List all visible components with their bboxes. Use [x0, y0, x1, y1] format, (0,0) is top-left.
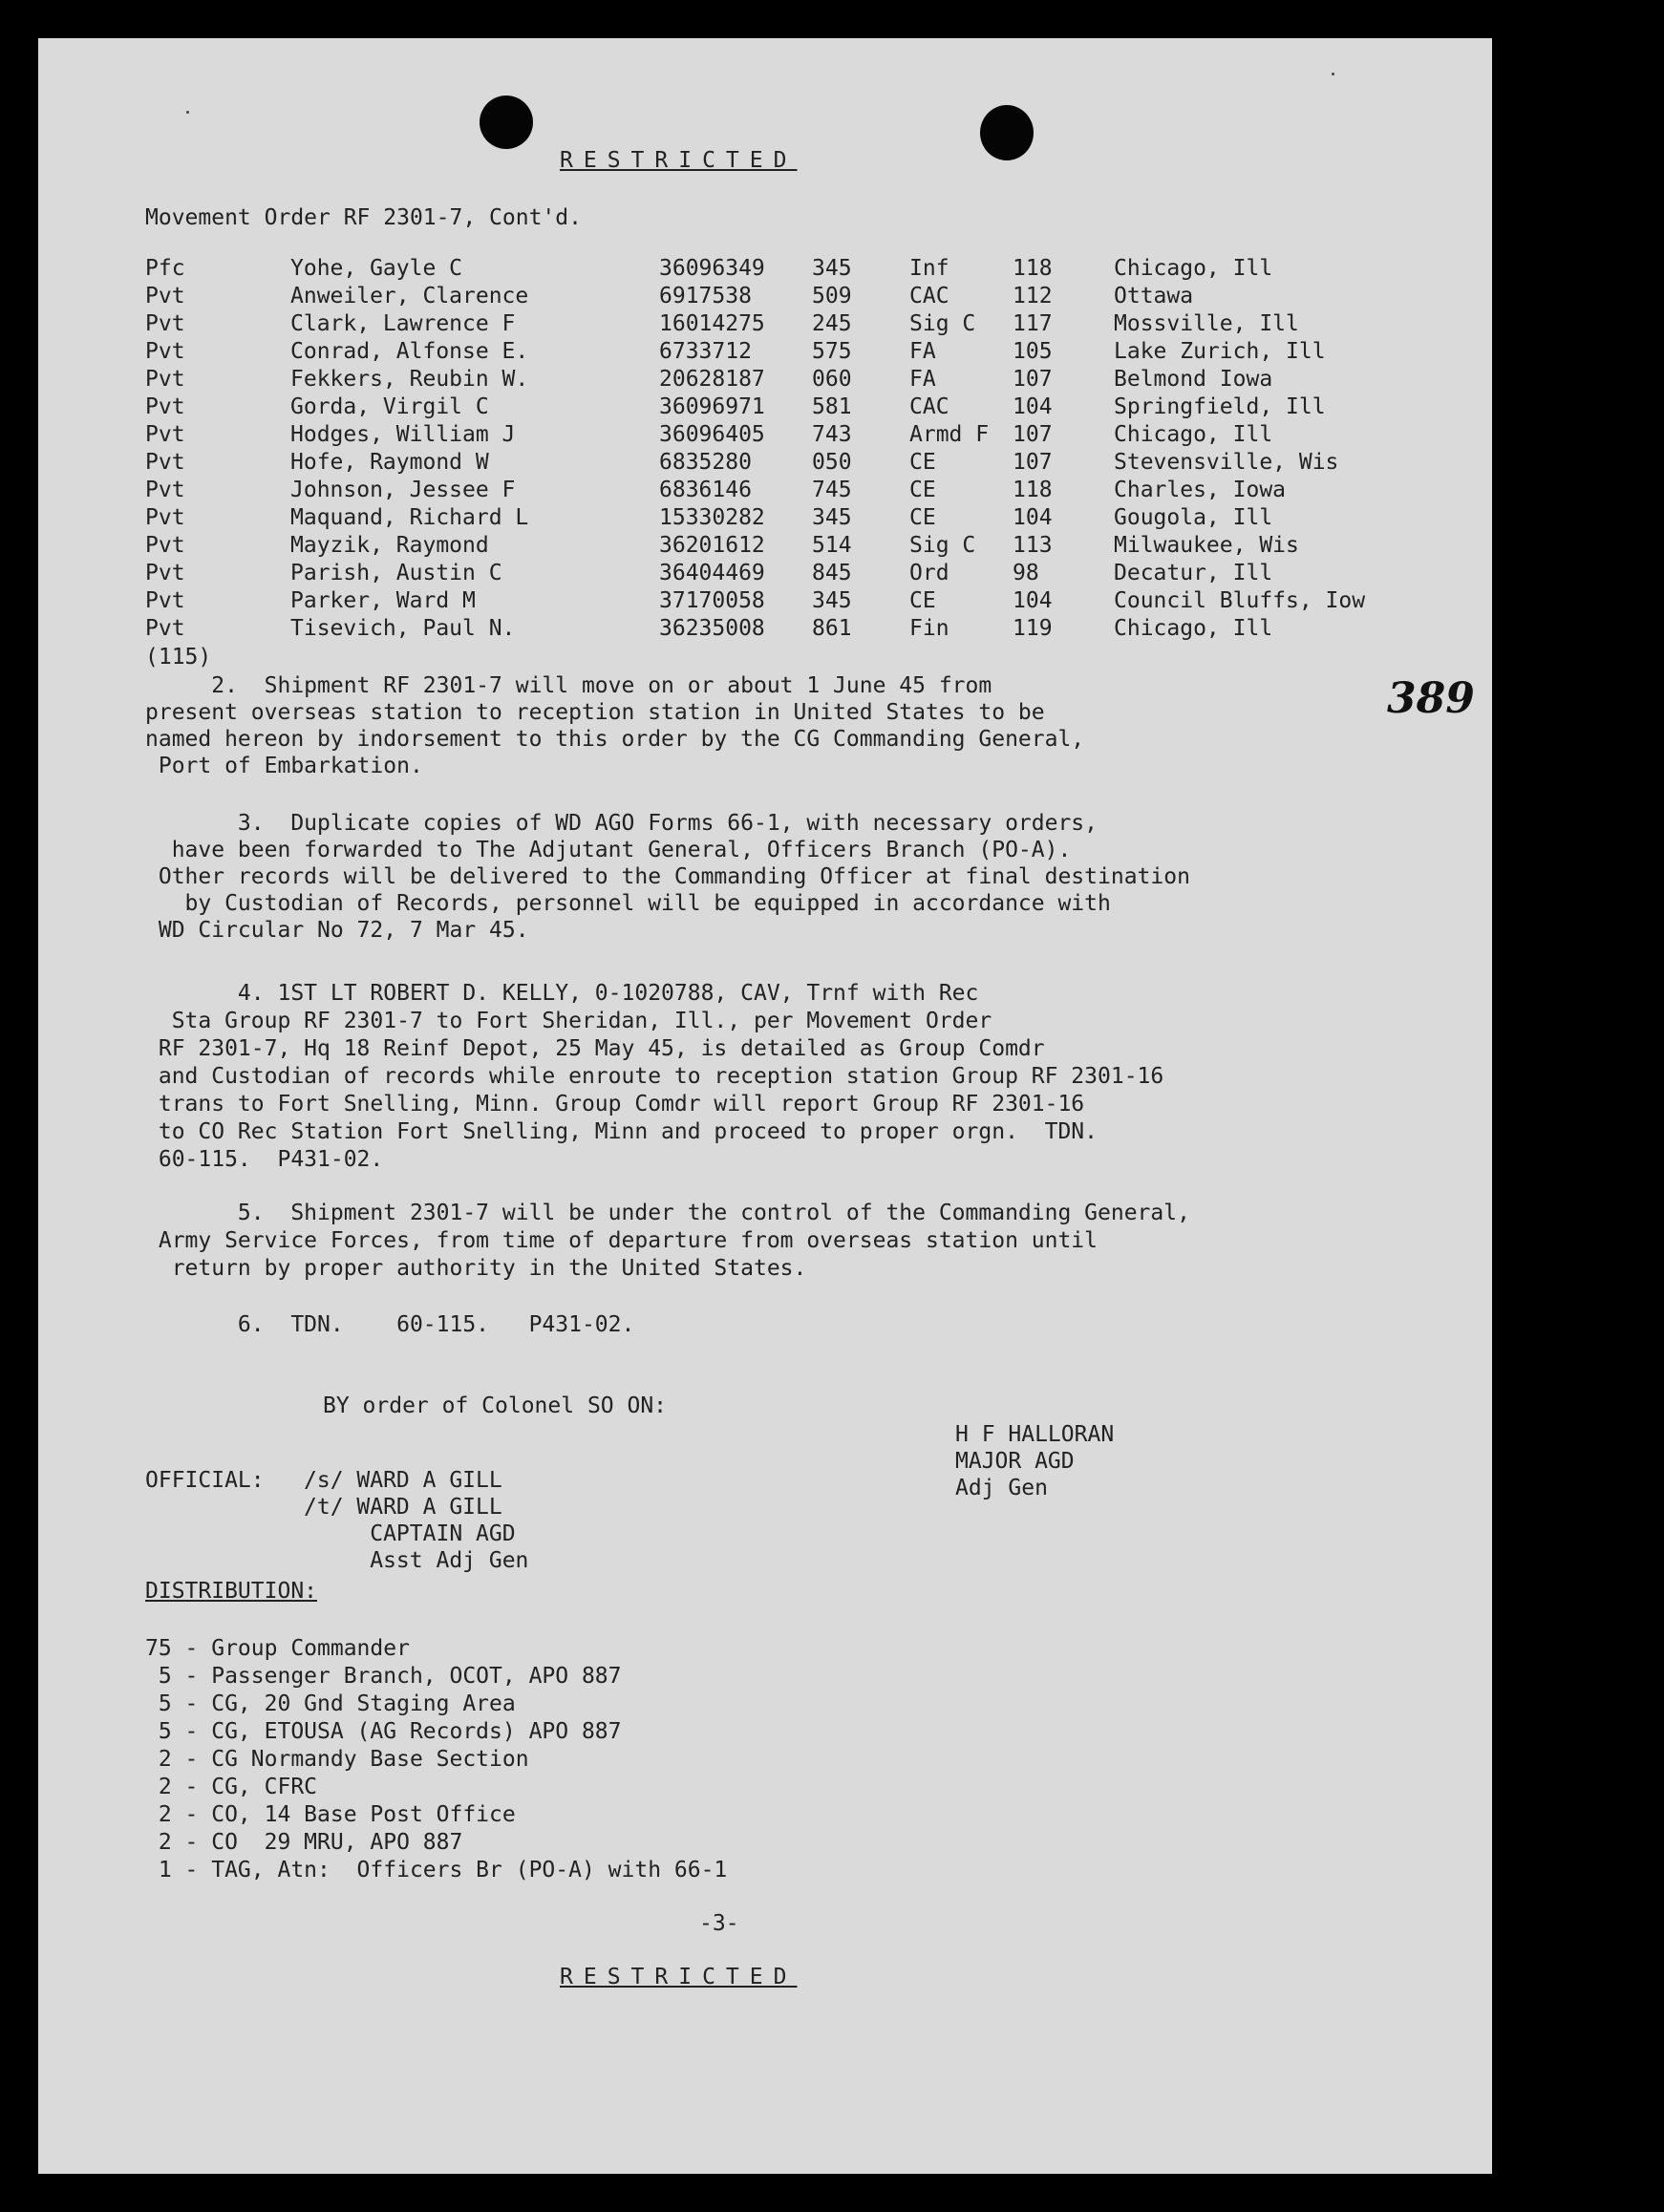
roster-num: 107: [1013, 367, 1053, 392]
roster-grade: Pvt: [145, 422, 185, 447]
para3-line: WD Circular No 72, 7 Mar 45.: [145, 918, 529, 943]
para5-line: return by proper authority in the United States.: [145, 1256, 807, 1281]
roster-grade: Pvt: [145, 339, 185, 364]
roster-name: Fekkers, Reubin W.: [290, 367, 529, 392]
roster-arm: Sig C: [909, 311, 976, 336]
distribution-item: 5 - CG, ETOUSA (AG Records) APO 887: [145, 1719, 622, 1744]
roster-home: Springfield, Ill: [1114, 394, 1326, 419]
distribution-item: 75 - Group Commander: [145, 1636, 410, 1661]
distribution-item: 5 - Passenger Branch, OCOT, APO 887: [145, 1664, 622, 1689]
distribution-item: 2 - CG, CFRC: [145, 1775, 318, 1799]
roster-num: 118: [1013, 478, 1053, 502]
roster-home: Gougola, Ill: [1114, 505, 1273, 530]
roster-serial: 6733712: [659, 339, 752, 364]
signing-officer-title: Adj Gen: [955, 1476, 1048, 1500]
roster-serial: 36404469: [659, 561, 765, 585]
roster-mos: 743: [812, 422, 852, 447]
roster-grade: Pvt: [145, 588, 185, 613]
roster-arm: CE: [909, 450, 936, 475]
roster-home: Charles, Iowa: [1114, 478, 1287, 502]
distribution-item: 1 - TAG, Atn: Officers Br (PO-A) with 66-1: [145, 1858, 728, 1882]
stamped-page-number: 389: [1387, 674, 1475, 723]
speck: [186, 111, 189, 114]
roster-name: Gorda, Virgil C: [290, 394, 489, 419]
roster-num: 112: [1013, 284, 1053, 308]
paragraph-6: 6. TDN. 60-115. P431-02.: [145, 1312, 635, 1337]
roster-arm: Fin: [909, 616, 949, 641]
official-signed: /s/ WARD A GILL: [304, 1468, 502, 1493]
para2-line: named hereon by indorsement to this order by the CG Commanding General,: [145, 727, 1085, 752]
signing-officer-name: H F HALLORAN: [955, 1422, 1115, 1447]
roster-home: Ottawa: [1114, 284, 1194, 308]
para3-line: by Custodian of Records, personnel will be equipped in accordance with: [145, 891, 1111, 916]
roster-home: Lake Zurich, Ill: [1114, 339, 1326, 364]
roster-home: Mossville, Ill: [1114, 311, 1299, 336]
roster-arm: CE: [909, 478, 936, 502]
roster-home: Council Bluffs, Iow: [1114, 588, 1366, 613]
roster-mos: 060: [812, 367, 852, 392]
roster-home: Chicago, Ill: [1114, 256, 1273, 281]
roster-num: 104: [1013, 505, 1053, 530]
roster-home: Decatur, Ill: [1114, 561, 1273, 585]
roster-mos: 050: [812, 450, 852, 475]
roster-serial: 36096349: [659, 256, 765, 281]
para4-line: Sta Group RF 2301-7 to Fort Sheridan, Ill., per Movement Order: [145, 1009, 992, 1033]
roster-num: 118: [1013, 256, 1053, 281]
roster-name: Clark, Lawrence F: [290, 311, 516, 336]
personnel-count: (115): [145, 645, 212, 670]
order-reference: Movement Order RF 2301-7, Cont'd.: [145, 205, 582, 230]
roster-num: 113: [1013, 533, 1053, 558]
roster-grade: Pvt: [145, 311, 185, 336]
roster-mos: 581: [812, 394, 852, 419]
para5-line: 5. Shipment 2301-7 will be under the control of the Commanding General,: [145, 1201, 1190, 1225]
classification-footer: RESTRICTED: [560, 1965, 798, 1989]
official-rank: CAPTAIN AGD: [304, 1521, 516, 1546]
distribution-item: 2 - CO 29 MRU, APO 887: [145, 1830, 463, 1855]
roster-name: Mayzik, Raymond: [290, 533, 489, 558]
roster-name: Tisevich, Paul N.: [290, 616, 516, 641]
roster-serial: 20628187: [659, 367, 765, 392]
roster-name: Conrad, Alfonse E.: [290, 339, 529, 364]
roster-grade: Pvt: [145, 505, 185, 530]
distribution-item: 2 - CO, 14 Base Post Office: [145, 1802, 516, 1827]
roster-grade: Pfc: [145, 256, 185, 281]
para4-line: and Custodian of records while enroute to reception station Group RF 2301-16: [145, 1064, 1164, 1089]
roster-grade: Pvt: [145, 616, 185, 641]
roster-arm: Inf: [909, 256, 949, 281]
para4-line: 60-115. P431-02.: [145, 1147, 384, 1172]
roster-mos: 514: [812, 533, 852, 558]
roster-grade: Pvt: [145, 533, 185, 558]
para4-line: 4. 1ST LT ROBERT D. KELLY, 0-1020788, CAV, Trnf with Rec: [145, 981, 979, 1006]
para3-line: 3. Duplicate copies of WD AGO Forms 66-1, with necessary orders,: [145, 811, 1098, 836]
roster-arm: Armd F: [909, 422, 990, 447]
roster-mos: 345: [812, 505, 852, 530]
page-number: -3-: [699, 1911, 739, 1936]
roster-arm: CE: [909, 588, 936, 613]
roster-name: Johnson, Jessee F: [290, 478, 516, 502]
roster-home: Milwaukee, Wis: [1114, 533, 1299, 558]
roster-grade: Pvt: [145, 394, 185, 419]
roster-mos: 745: [812, 478, 852, 502]
para4-line: RF 2301-7, Hq 18 Reinf Depot, 25 May 45, is detailed as Group Comdr: [145, 1036, 1045, 1061]
roster-mos: 345: [812, 588, 852, 613]
roster-serial: 6836146: [659, 478, 752, 502]
roster-arm: FA: [909, 367, 936, 392]
roster-name: Yohe, Gayle C: [290, 256, 463, 281]
roster-serial: 16014275: [659, 311, 765, 336]
roster-arm: Ord: [909, 561, 949, 585]
para3-line: Other records will be delivered to the Commanding Officer at final destination: [145, 864, 1190, 889]
punch-hole-right: [980, 105, 1034, 160]
para2-line: present overseas station to reception station in United States to be: [145, 700, 1045, 725]
roster-serial: 6917538: [659, 284, 752, 308]
classification-header: RESTRICTED: [560, 148, 798, 173]
roster-name: Hodges, William J: [290, 422, 516, 447]
roster-serial: 36235008: [659, 616, 765, 641]
roster-serial: 37170058: [659, 588, 765, 613]
roster-serial: 6835280: [659, 450, 752, 475]
para2-line: Port of Embarkation.: [145, 754, 423, 778]
distribution-item: 5 - CG, 20 Gnd Staging Area: [145, 1691, 516, 1716]
para3-line: have been forwarded to The Adjutant General, Officers Branch (PO-A).: [145, 838, 1072, 862]
official-label: OFFICIAL:: [145, 1468, 265, 1493]
roster-name: Maquand, Richard L: [290, 505, 529, 530]
roster-mos: 509: [812, 284, 852, 308]
roster-name: Parker, Ward M: [290, 588, 476, 613]
roster-home: Chicago, Ill: [1114, 422, 1273, 447]
roster-grade: Pvt: [145, 478, 185, 502]
speck: [1332, 73, 1334, 75]
roster-num: 105: [1013, 339, 1053, 364]
roster-grade: Pvt: [145, 450, 185, 475]
official-typed: /t/ WARD A GILL: [304, 1495, 502, 1520]
roster-num: 107: [1013, 422, 1053, 447]
roster-mos: 845: [812, 561, 852, 585]
roster-name: Anweiler, Clarence: [290, 284, 529, 308]
roster-serial: 36201612: [659, 533, 765, 558]
roster-num: 104: [1013, 588, 1053, 613]
roster-name: Hofe, Raymond W: [290, 450, 489, 475]
roster-arm: FA: [909, 339, 936, 364]
roster-home: Stevensville, Wis: [1114, 450, 1339, 475]
punch-hole-left: [480, 96, 533, 149]
roster-serial: 15330282: [659, 505, 765, 530]
document-page: [38, 38, 1492, 2174]
roster-serial: 36096405: [659, 422, 765, 447]
roster-mos: 245: [812, 311, 852, 336]
roster-arm: CAC: [909, 394, 949, 419]
roster-home: Belmond Iowa: [1114, 367, 1273, 392]
by-order-line: BY order of Colonel SO ON:: [323, 1393, 668, 1418]
roster-num: 107: [1013, 450, 1053, 475]
roster-mos: 861: [812, 616, 852, 641]
signing-officer-rank: MAJOR AGD: [955, 1449, 1075, 1474]
roster-arm: CE: [909, 505, 936, 530]
roster-serial: 36096971: [659, 394, 765, 419]
para5-line: Army Service Forces, from time of departure from overseas station until: [145, 1228, 1098, 1253]
roster-arm: Sig C: [909, 533, 976, 558]
roster-num: 104: [1013, 394, 1053, 419]
para4-line: to CO Rec Station Fort Snelling, Minn and proceed to proper orgn. TDN.: [145, 1119, 1098, 1144]
roster-grade: Pvt: [145, 367, 185, 392]
roster-arm: CAC: [909, 284, 949, 308]
official-title: Asst Adj Gen: [304, 1548, 529, 1573]
roster-grade: Pvt: [145, 284, 185, 308]
para4-line: trans to Fort Snelling, Minn. Group Comdr will report Group RF 2301-16: [145, 1092, 1085, 1117]
roster-grade: Pvt: [145, 561, 185, 585]
roster-num: 119: [1013, 616, 1053, 641]
distribution-item: 2 - CG Normandy Base Section: [145, 1747, 529, 1772]
roster-mos: 345: [812, 256, 852, 281]
para2-line: 2. Shipment RF 2301-7 will move on or about 1 June 45 from: [145, 673, 992, 698]
roster-num: 117: [1013, 311, 1053, 336]
roster-home: Chicago, Ill: [1114, 616, 1273, 641]
distribution-heading: DISTRIBUTION:: [145, 1579, 318, 1604]
roster-num: 98: [1013, 561, 1039, 585]
roster-name: Parish, Austin C: [290, 561, 502, 585]
roster-mos: 575: [812, 339, 852, 364]
